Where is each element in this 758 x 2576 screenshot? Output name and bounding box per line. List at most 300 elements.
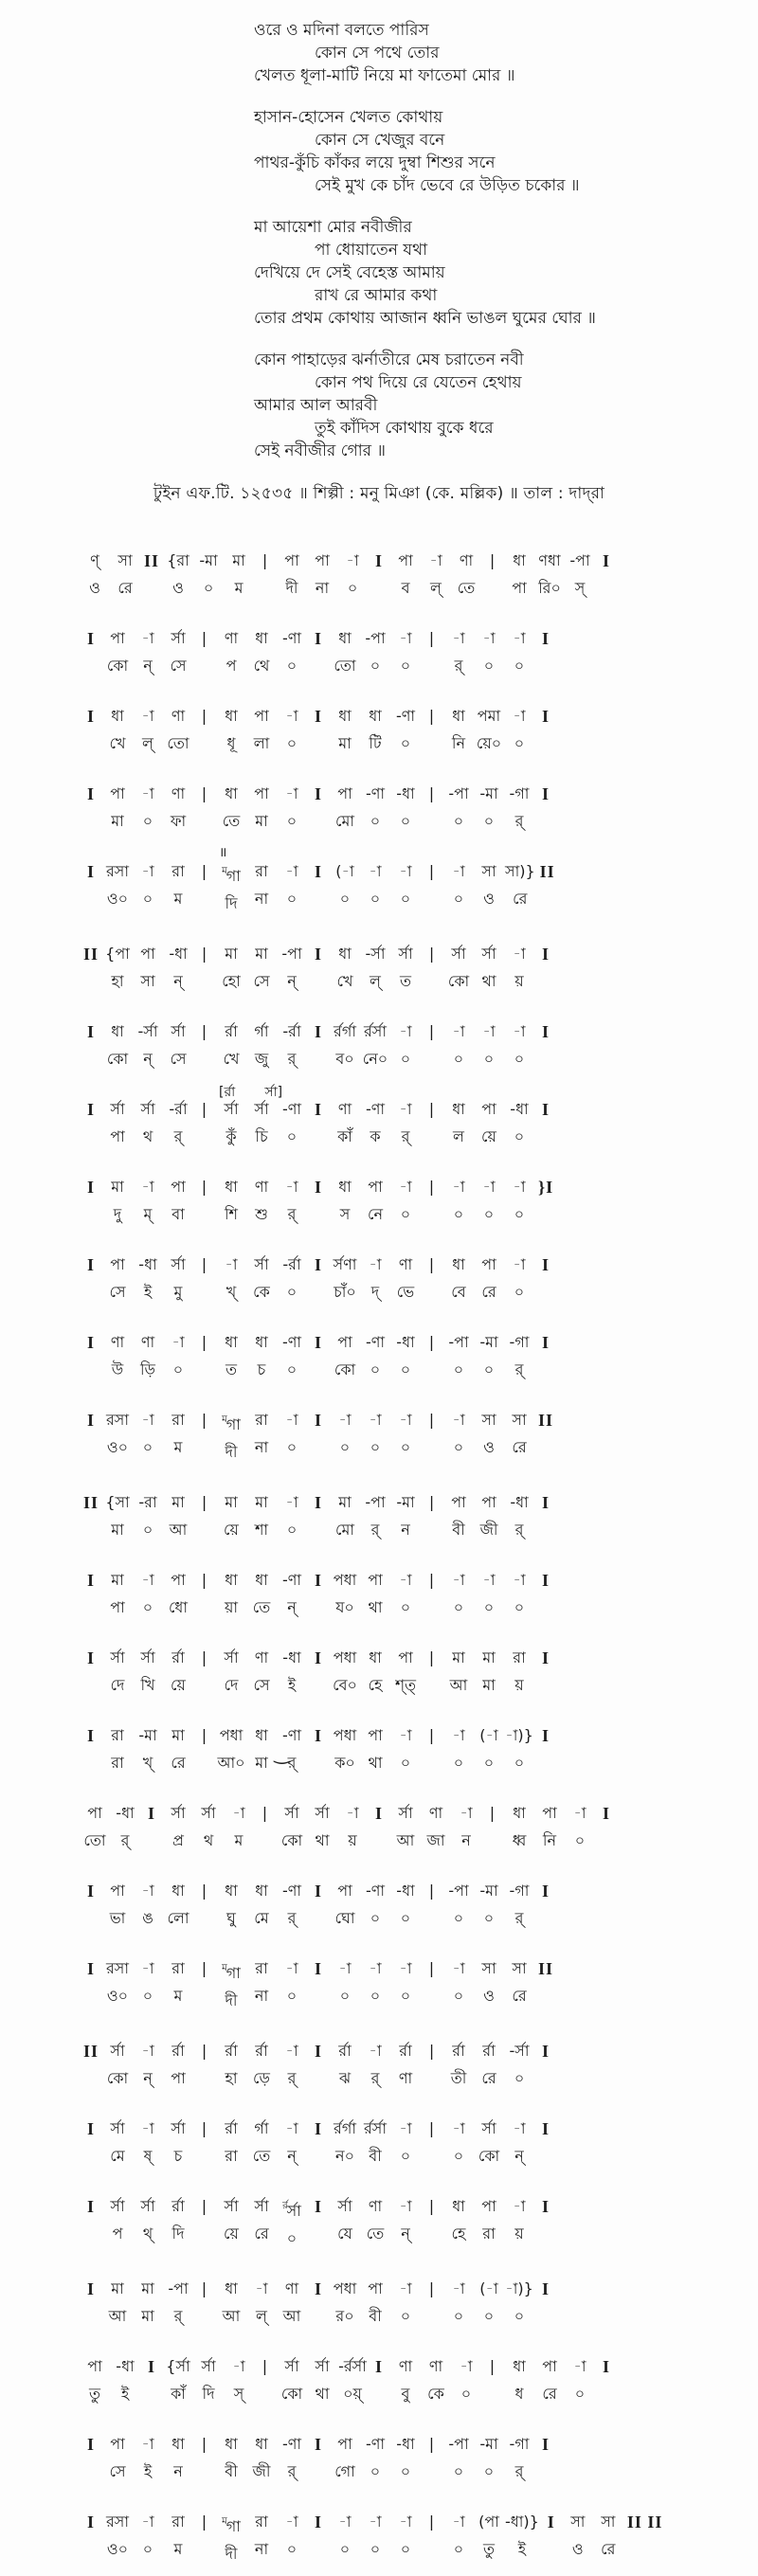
barline [538,1882,553,1900]
barline [197,1255,212,1274]
sargam-note: -গা [509,1882,530,1900]
lyric-syllable: কো [106,1050,129,1068]
barline-glyph: I [542,945,550,964]
sargam-note: র্রা [399,2042,412,2060]
barline [83,1493,99,1512]
barline [197,2197,212,2216]
note-cell [505,707,533,753]
lyric-syllable: ন্ [143,2069,153,2087]
lyric-syllable: ০ [370,890,381,908]
sargam-note: পা [254,707,269,725]
sargam-note: -া [285,2119,298,2137]
sargam-note: ধা [255,1333,268,1351]
sargam-note: মা [225,945,238,963]
barline [538,2279,553,2298]
barline [485,1804,500,1823]
lyric-syllable: ০ [286,1360,298,1378]
note-cell [217,1571,245,1617]
note-cell [134,1571,162,1617]
note-cell [444,1022,473,1069]
sargam-note: -া [141,2435,154,2453]
sargam-note: পা [110,1882,125,1900]
lyric-syllable: ও [483,1987,495,2005]
barline-glyph: I [541,1255,550,1274]
barline-glyph: | [428,629,436,647]
lyric-syllable: দু [113,1205,122,1223]
sargam-note: র্সা [110,1100,125,1118]
lyric-syllable: র্ [287,1205,297,1223]
note-cell [278,1022,306,1069]
sargam-note: রা [171,2513,185,2531]
note-cell [217,1882,245,1928]
sargam-note: র্সা [171,1804,186,1822]
barline-glyph: II [83,2042,99,2061]
sargam-note: সা [601,2513,616,2531]
note-cell [164,1493,192,1540]
sargam-note: পা [368,1178,383,1196]
lyric-syllable: ০ [172,1360,184,1378]
barline-glyph: I [541,629,550,648]
sargam-note: মা [452,1648,465,1666]
barline [538,707,553,726]
lyric-syllable: পা [110,1127,125,1145]
sargam-note: -ধা [510,1100,529,1118]
note-cell [103,1178,132,1224]
lyric-syllable: ঘু [226,1909,236,1927]
sargam-note: ণা [224,629,239,647]
sargam-note: -পা [168,2279,189,2297]
sargam-note: সা [570,2513,586,2531]
sargam-note: মা [255,1493,268,1511]
note-cell [164,1571,192,1617]
note-cell [134,1333,162,1379]
note-cell [81,1804,109,1850]
lyric-syllable: র্ [514,812,524,830]
sargam-note: রা [255,1959,268,1977]
lyric-syllable: দে [110,1676,125,1694]
lyric-syllable: শু [255,1205,268,1223]
barline-glyph: I [314,1648,322,1667]
lyric-syllable: র্ [370,2069,380,2087]
note-cell [134,2197,162,2243]
lyric-syllable: তে [366,2225,385,2243]
sargam-note: -মা [479,1333,498,1351]
barline-glyph: I [86,2119,95,2138]
sargam-note: ধা [513,551,526,569]
lyric-syllable: ০ [400,1050,411,1068]
barline [424,2197,440,2216]
sargam-note: পধা [219,1726,244,1744]
note-cell [247,945,276,991]
sargam-note: -ধা)} [505,2513,539,2531]
barline-glyph: | [428,784,436,802]
barline [538,1100,553,1119]
sargam-note: -া [452,1411,465,1429]
barline-glyph: | [262,1804,269,1822]
barline-glyph: I [375,551,384,570]
note-cell [444,1726,473,1773]
barline [197,2435,212,2454]
lyric-syllable: খে [223,1050,240,1068]
barline-glyph: | [428,1333,436,1351]
lyric-syllable: সে [109,2462,126,2480]
stanza-4 [0,349,758,462]
sargam-note: -া [513,629,526,647]
barline-glyph: | [201,2513,208,2531]
lyric-syllable: ০ [370,812,381,830]
sargam-note: ধা [369,707,382,725]
sargam-note: -া [369,2513,382,2531]
notation-row-13 [80,1474,705,1540]
sargam-note: -ধা [116,2357,135,2375]
barline-glyph: I [86,784,95,803]
note-cell [331,945,359,991]
lyric-syllable: হে [451,2225,466,2243]
lyric-syllable: বু [401,2385,410,2403]
lyric-syllable: মে [110,2147,125,2165]
lyric-syllable: স [339,1205,351,1223]
sargam-note: মা [482,1648,496,1666]
stanza-2 [0,106,758,197]
sargam-note: -া [399,2279,412,2297]
note-cell [594,2513,623,2559]
note-cell [361,707,389,753]
sargam-note: পা [140,945,155,963]
barline [424,1571,440,1590]
sargam-note: পা [337,784,352,802]
note-cell [475,945,503,991]
lyric-syllable: ও [172,579,184,597]
note-cell [331,1411,359,1457]
sargam-note: -া [452,1571,465,1589]
note-cell [331,1571,359,1617]
sargam-note: -া [369,1959,382,1977]
barline [311,2197,326,2216]
lyric-syllable: য় [514,1676,524,1694]
sargam-note: -ণা [281,629,302,647]
lyric-syllable: প্র [172,1831,184,1849]
sargam-note: ণা [459,551,474,569]
sargam-note: পা [542,2357,557,2375]
sargam-note: র্সা [398,1804,413,1822]
note-cell [535,551,564,598]
barline-glyph: II [538,1959,554,1978]
barline-glyph: | [428,1726,436,1744]
sargam-note: -া [513,707,526,725]
sargam-note: -া [141,707,154,725]
lyric-syllable: ০ [400,2462,411,2480]
note-cell [331,2435,359,2481]
sargam-note: -া [346,1804,359,1822]
sargam-note: র্সা [171,1255,186,1273]
lyric-syllable: ব০ [335,1050,354,1068]
note-cell [217,945,245,991]
sargam-note: মা [111,1571,124,1589]
note-cell [103,1411,132,1457]
barline [371,551,387,570]
sargam-note: -া [255,2279,268,2297]
lyric-syllable: র্ [173,2307,183,2325]
sargam-note: ধা [225,1882,238,1900]
sargam-note: র্সা [110,2119,125,2137]
sargam-note: -া [399,1959,412,1977]
note-cell [505,1022,533,1069]
note-cell [475,2435,503,2481]
note-cell [217,1178,245,1224]
note-cell [505,1648,533,1695]
lyric-syllable: রে [481,2069,496,2087]
lyric-syllable: ০ [453,1205,464,1223]
sargam-note: -া [513,1571,526,1589]
barline-glyph: | [428,1882,436,1900]
sargam-note: পধা [333,1726,357,1744]
note-cell [103,629,132,676]
sargam-note: -মা [396,1493,415,1511]
lyric-syllable: য় [348,1831,357,1849]
note-cell [278,862,306,909]
lyric-syllable: ০ [400,2147,411,2165]
barline-glyph: I [86,1959,95,1978]
lyric-syllable: ০ [453,2147,464,2165]
barline-glyph: I [314,1571,322,1590]
sargam-note: -মা [479,1882,498,1900]
barline [311,1882,326,1900]
sargam-note: পা [337,1333,352,1351]
note-cell [391,945,420,991]
note-cell [331,2119,359,2166]
lyric-syllable: তো [83,1831,106,1849]
barline [258,1804,273,1823]
lyric-syllable: দি [171,2225,185,2243]
barline-glyph: | [428,2435,436,2453]
lyric-syllable: ০ [370,1438,381,1456]
sargam-note: র্রা [225,2042,238,2060]
barline [538,1648,553,1667]
note-cell [194,1804,223,1850]
note-cell [247,862,276,909]
barline-glyph: I [86,1648,95,1667]
sargam-note: -ধা [396,2435,415,2453]
lyric-syllable: ০ [400,1360,411,1378]
note-cell [391,2435,420,2481]
barline [424,1726,440,1745]
lyric-syllable: রে [254,2225,269,2243]
sargam-note: -র্রা [282,1022,301,1040]
grace-note: ম [222,1414,227,1425]
lyric-syllable: ০ [483,1050,495,1068]
barline-glyph: I [541,1571,550,1590]
sargam-note: র্গা [254,2119,269,2137]
note-cell [81,551,109,598]
note-cell [391,2042,420,2088]
note-cell [331,1255,359,1302]
note-cell [331,707,359,753]
sargam-note: (-া [479,2279,498,2297]
lyric-syllable: ০ [142,2540,153,2558]
sargam-note: ধা [111,1022,124,1040]
note-cell [247,1178,276,1224]
lyric-syllable: থা [368,1598,383,1616]
note-cell [505,2279,533,2326]
barline-glyph: I [314,629,322,648]
note-cell [361,1648,389,1695]
grace-note: ম [222,1963,227,1973]
note-cell [505,1255,533,1302]
lyric-syllable: ০ [453,1987,464,2005]
sargam-note: রা [513,1648,526,1666]
lyric-syllable: খে [109,734,126,752]
sargam-note: র্রা [338,2042,352,2060]
barline [83,2435,99,2454]
lyric-syllable: কাঁ [337,1127,352,1145]
lyric-syllable: থা [481,972,496,990]
note-cell [217,707,245,753]
sargam-note: -পা [281,945,302,963]
barline [83,1178,99,1197]
barline-glyph: | [428,1411,436,1429]
sargam-note: র্সা [481,2119,496,2137]
sargam-note: ধা [513,2357,526,2375]
note-cell [164,2042,192,2088]
lyric-syllable: সে [170,1050,187,1068]
note-cell [444,1178,473,1224]
sargam-note: ণা [284,2279,299,2297]
note-cell [225,1804,253,1850]
lyric-syllable: থা [368,1754,383,1772]
note-cell [278,2197,306,2248]
barline-glyph: }I [538,1178,554,1197]
sargam-note: ধা [452,2197,465,2215]
lyric-syllable: য়ে [481,1127,496,1145]
lyric-syllable: দী [225,1443,238,1461]
sargam-note: -া [399,2197,412,2215]
barline-glyph: I [541,2197,550,2216]
barline-glyph: I [314,2279,322,2298]
sargam-note: র্সা [110,2042,125,2060]
barline-glyph: I [314,784,322,803]
note-cell [164,1411,192,1457]
lyric-syllable: ০ [142,890,153,908]
note-cell [505,2357,533,2404]
sargam-note: পধা [333,2279,357,2297]
sargam-note: পা [451,1493,466,1511]
note-cell [164,1648,192,1695]
barline-glyph: I [314,1882,322,1900]
sargam-note: ণা [171,784,186,802]
barline [599,551,614,570]
lyric-syllable: দ্ [370,1283,380,1301]
lyric-syllable: ০ [453,2462,464,2480]
lyric-syllable: রা [482,2225,496,2243]
note-cell [164,1726,192,1773]
sargam-note: -া [482,1022,496,1040]
note-cell [422,2357,450,2404]
lyric-syllable: য০ [335,1598,354,1616]
barline [538,1493,553,1512]
note-cell [475,1022,503,1069]
sargam-note: পা [110,629,125,647]
lyric-syllable: নে০ [362,1050,388,1068]
sargam-note: রসা [105,1411,129,1429]
lyric-syllable: ম [173,1438,183,1456]
note-cell [217,1022,245,1069]
sargam-note: রা [255,1411,268,1429]
note-cell [361,1411,389,1457]
barline [197,1333,212,1352]
lyric-syllable: ম [173,890,183,908]
lyric-syllable: তু [88,2385,100,2403]
lyric-syllable: তু [482,2540,495,2558]
lyric-syllable: মা [141,2307,154,2325]
lyric-syllable: দি [202,2385,215,2403]
note-cell [475,2513,503,2559]
note-cell [247,1100,276,1146]
barline-glyph: I [315,1493,323,1512]
note-cell [444,1493,473,1540]
lyric-syllable: না [315,579,330,597]
lyric-syllable: ০ [400,1598,411,1616]
barline-glyph: I [315,2042,323,2061]
note-cell [338,2357,367,2404]
barline-glyph: I [541,1333,550,1352]
sargam-note: ধা [452,1100,465,1118]
barline [197,1411,212,1430]
note-cell [361,1022,389,1069]
lyric-syllable: ফা [170,812,187,830]
note-cell [217,1333,245,1379]
note-cell [505,1333,533,1379]
lyric-syllable: থা [315,2385,330,2403]
note-cell [391,1882,420,1928]
barline-glyph: I [86,1178,95,1197]
lyric-syllable: কো [280,2385,303,2403]
note-cell [103,2042,132,2088]
barline [424,1100,440,1119]
barline [83,2279,99,2298]
lyric-syllable: ০ [453,1754,464,1772]
lyric-syllable: ০ [453,1360,464,1378]
sargam-note: ধা [225,1571,238,1589]
sargam-note: র্রা [482,2042,496,2060]
poem-line: মা আয়েশা মোর নবীজীর [254,218,412,237]
lyric-syllable: আ [169,1521,188,1539]
barline-glyph: I [541,1022,550,1041]
note-cell [247,1959,276,2006]
note-cell [505,2119,533,2166]
note-cell [361,629,389,676]
sargam-note: ধা [369,1648,382,1666]
lyric-syllable: ০ [339,1987,351,2005]
sargam-note: ণা [428,2357,443,2375]
lyric-syllable: ল্ [430,579,442,597]
note-cell [134,1959,162,2006]
sargam-note: -ণা [281,2435,302,2453]
note-cell [278,629,306,676]
note-cell [217,1411,245,1462]
note-cell [134,2279,162,2326]
lyric-syllable: ম্ [143,1205,153,1223]
sargam-note: -া [573,1804,587,1822]
sargam-note: র্সা [171,1022,186,1040]
sargam-note: র্সা [254,1255,269,1273]
sargam-note: -ধা [396,1333,415,1351]
barline [311,1178,326,1197]
lyric-syllable: কো [106,2069,129,2087]
barline [83,1959,99,1978]
note-cell [308,1804,336,1850]
lyric-syllable: ০ [400,734,411,752]
barline-glyph: | [201,2197,208,2215]
